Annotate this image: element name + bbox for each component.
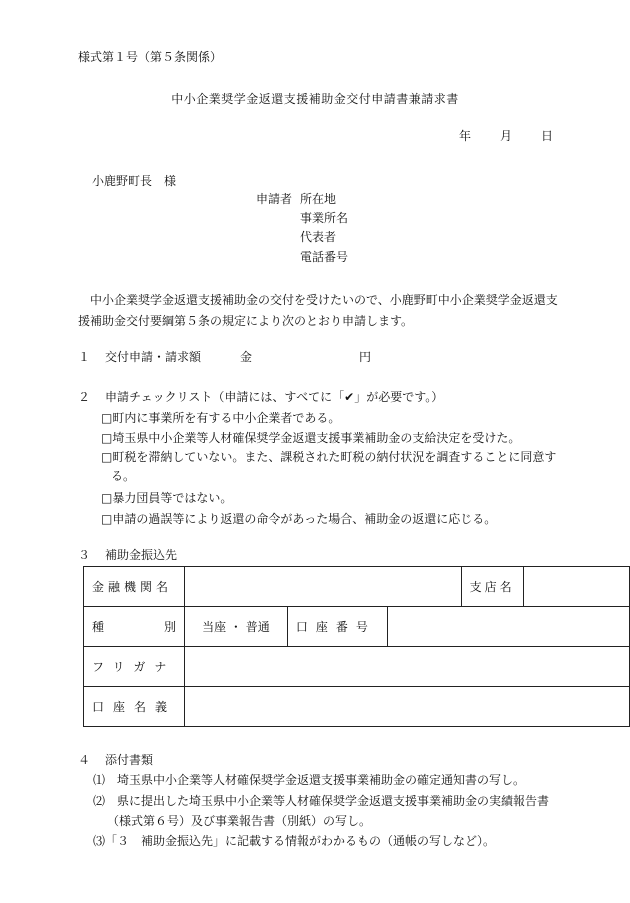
checklist-item[interactable]: □町税を滞納していない。また、課税された町税の納付状況を調査することに同意する。 <box>101 450 557 483</box>
checklist-item[interactable]: □暴力団員等ではない。 <box>101 491 233 505</box>
amount-unit-label: 円 <box>359 350 372 364</box>
applicant-representative-label: 代表者 <box>300 230 337 244</box>
addressee: 小鹿野町長 様 <box>92 174 177 188</box>
applicant-label: 申請者 <box>256 192 293 206</box>
account-number-label: 口座番号 <box>287 607 387 647</box>
date-month-label: 月 <box>500 129 513 143</box>
attachment-item: ⑶「３ 補助金振込先」に記載する情報がわかるもの（通帳の写しなど）。 <box>93 834 496 848</box>
section1-label: 交付申請・請求額 <box>105 350 202 364</box>
bank-name-field[interactable] <box>185 567 462 607</box>
bank-account-table <box>83 566 630 727</box>
date-year-label: 年 <box>459 129 472 143</box>
date-day-label: 日 <box>541 129 554 143</box>
account-number-field[interactable] <box>387 607 630 647</box>
branch-name-label: 支店名 <box>461 567 523 607</box>
account-holder-label: 口座名義 <box>84 687 185 727</box>
section2-number: ２ <box>78 390 91 404</box>
checklist-item[interactable]: □申請の過誤等により返還の命令があった場合、補助金の返還に応じる。 <box>101 512 497 526</box>
furigana-label: フリガナ <box>84 647 185 687</box>
section2-label: 申請チェックリスト（申請には、すべてに「✔」が必要です。） <box>105 390 444 404</box>
intro-paragraph: 中小企業奨学金返還支援補助金の交付を受けたいので、小鹿野町中小企業奨学金返還支援補助金交付要綱第５条の規定により次のとおり申請します。 <box>78 293 558 328</box>
document-title: 中小企業奨学金返還支援補助金交付申請書兼請求書 <box>171 92 459 106</box>
section4-number: ４ <box>78 753 91 767</box>
attachment-item: ⑴ 埼玉県中小企業等人材確保奨学金返還支援事業補助金の確定通知書の写し。 <box>93 773 526 787</box>
account-holder-field[interactable] <box>185 687 630 727</box>
form-number: 様式第１号（第５条関係） <box>78 50 223 64</box>
section1-number: １ <box>78 350 91 364</box>
branch-name-field[interactable] <box>523 567 629 607</box>
amount-currency-label: 金 <box>240 350 253 364</box>
account-type-label: 種別 <box>84 607 185 647</box>
applicant-phone-label: 電話番号 <box>300 250 349 264</box>
furigana-field[interactable] <box>185 647 630 687</box>
section3-number: ３ <box>78 548 91 562</box>
attachment-item: ⑵ 県に提出した埼玉県中小企業等人材確保奨学金返還支援事業補助金の実績報告書（様式第６号）及び事業報告書（別紙）の写し。 <box>93 794 550 828</box>
applicant-address-label: 所在地 <box>300 192 337 206</box>
applicant-business-name-label: 事業所名 <box>300 211 349 225</box>
account-type-options[interactable]: 当座 ・ 普通 <box>185 607 288 647</box>
section4-label: 添付書類 <box>105 753 154 767</box>
section3-label: 補助金振込先 <box>105 548 178 562</box>
bank-name-label: 金融機関名 <box>84 567 185 607</box>
checklist-item[interactable]: □埼玉県中小企業等人材確保奨学金返還支援事業補助金の支給決定を受けた。 <box>101 431 521 445</box>
checklist-item[interactable]: □町内に事業所を有する中小企業者である。 <box>101 411 341 425</box>
